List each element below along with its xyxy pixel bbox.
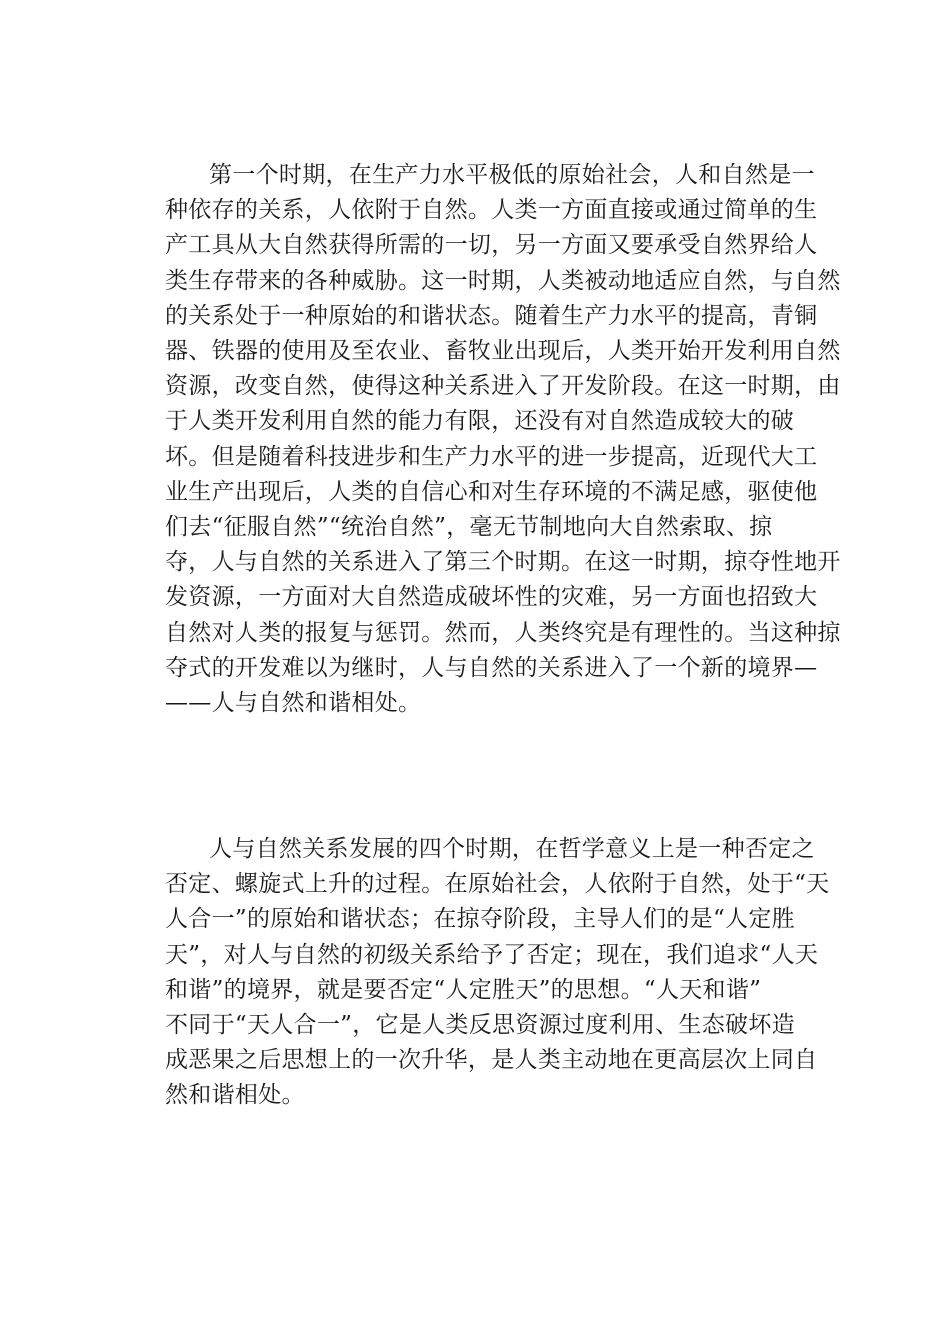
text-line: 的关系处于一种原始的和谐状态。随着生产力水平的提高，青铜 <box>165 302 818 329</box>
text-line: 成恶果之后思想上的一次升华，是人类主动地在更高层次上同自 <box>165 1047 818 1074</box>
text-line: 们去“征服自然”“统治自然”，毫无节制地向大自然索取、掠 <box>165 514 773 541</box>
text-line: 和谐”的境界，就是要否定“人定胜天”的思想。“人天和谐” <box>165 976 762 1003</box>
text-line: 器、铁器的使用及至农业、畜牧业出现后，人类开始开发利用自然 <box>165 338 841 365</box>
text-line: 种依存的关系，人依附于自然。人类一方面直接或通过简单的生 <box>165 197 818 224</box>
text-line: 夺，人与自然的关系进入了第三个时期。在这一时期，掠夺性地开 <box>165 549 841 576</box>
text-line: 产工具从大自然获得所需的一切，另一方面又要承受自然界给人 <box>165 232 818 259</box>
text-line: 于人类开发利用自然的能力有限，还没有对自然造成较大的破 <box>165 408 795 435</box>
text-line: 天”，对人与自然的初级关系给予了否定；现在，我们追求“人天 <box>165 941 819 968</box>
text-line: 业生产出现后，人类的自信心和对生存环境的不满足感，驱使他 <box>165 478 818 505</box>
text-line: 夺式的开发难以为继时，人与自然的关系进入了一个新的境界— <box>165 654 818 681</box>
text-line: 不同于“天人合一”，它是人类反思资源过度利用、生态破坏造 <box>165 1012 795 1039</box>
text-line: 然和谐相处。 <box>165 1082 305 1109</box>
text-line: 类生存带来的各种威胁。这一时期，人类被动地适应自然，与自然 <box>165 267 841 294</box>
paragraph-2 <box>165 832 830 1114</box>
text-line: 否定、螺旋式上升的过程。在原始社会，人依附于自然，处于“天 <box>165 871 830 898</box>
text-line: 人与自然关系发展的四个时期，在哲学意义上是一种否定之 <box>209 836 815 862</box>
text-line: 人合一”的原始和谐状态；在掠夺阶段，主导人们的是“人定胜 <box>165 906 795 933</box>
paragraph-1 <box>165 158 841 721</box>
text-line: 发资源，一方面对大自然造成破坏性的灾难，另一方面也招致大 <box>165 584 818 611</box>
text-line: 第一个时期，在生产力水平极低的原始社会，人和自然是一 <box>209 162 815 188</box>
text-line: 资源，改变自然，使得这种关系进入了开发阶段。在这一时期，由 <box>165 373 841 400</box>
text-line: 自然对人类的报复与惩罚。然而，人类终究是有理性的。当这种掠 <box>165 619 841 646</box>
text-line: ——人与自然和谐相处。 <box>165 690 422 717</box>
text-line: 坏。但是随着科技进步和生产力水平的进一步提高，近现代大工 <box>165 443 818 470</box>
